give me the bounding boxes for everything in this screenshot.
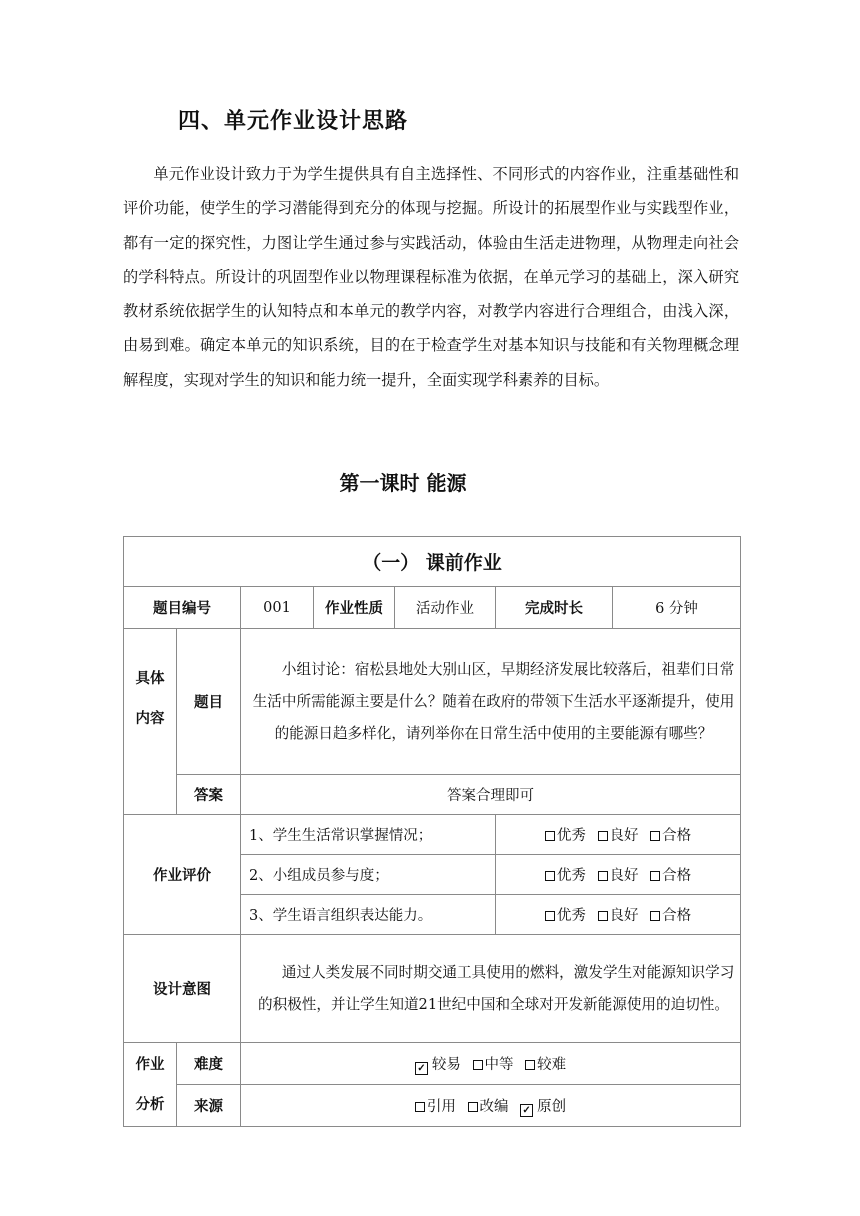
intent-label: 设计意图: [124, 935, 241, 1043]
id-label: 题目编号: [124, 587, 241, 629]
checked-box-icon[interactable]: ✓: [415, 1062, 428, 1075]
rating-option: 合格: [662, 828, 692, 844]
difficulty-option: 较难: [537, 1056, 567, 1073]
intent-text: 通过人类发展不同时期交通工具使用的燃料，激发学生对能源知识学习的积极性，并让学生知道21世纪中国和全球对开发新能源使用的迫切性。: [241, 935, 741, 1043]
difficulty-option: 较易: [431, 1056, 461, 1073]
analysis-label: [124, 1043, 177, 1127]
checkbox-icon[interactable]: [545, 831, 555, 841]
content-label-line2: 内容: [135, 711, 165, 727]
analysis-label-line1: 作业: [135, 1056, 165, 1073]
source-option: 引用: [426, 1098, 456, 1115]
evaluation-item: 2、小组成员参与度；: [241, 855, 496, 895]
question-text: 小组讨论：宿松县地处大别山区，早期经济发展比较落后，祖辈们日常生活中所需能源主要是什么？随着在政府的带领下生活水平逐渐提升，使用的能源日趋多样化，请列举你在日常生活中使用的主要能源有哪些？: [241, 629, 741, 775]
rating-option: 优秀: [556, 868, 586, 884]
difficulty-option: 中等: [484, 1056, 514, 1073]
checkbox-icon[interactable]: [598, 831, 608, 841]
analysis-label-line2: 分析: [135, 1096, 165, 1113]
checkbox-icon[interactable]: [650, 831, 660, 841]
rating-option: 合格: [662, 868, 692, 884]
rating-options: [496, 855, 741, 895]
rating-option: 优秀: [556, 908, 586, 924]
checkbox-icon[interactable]: [650, 871, 660, 881]
rating-option: 优秀: [556, 828, 586, 844]
type-value: 活动作业: [395, 587, 496, 629]
rating-option: 良好: [609, 828, 639, 844]
section-heading: 四、单元作业设计思路: [178, 109, 409, 134]
question-label: 题目: [177, 629, 241, 775]
source-option: 原创: [537, 1098, 567, 1115]
content-label-line1: 具体: [135, 671, 165, 687]
answer-label: 答案: [177, 775, 241, 815]
rating-options: [496, 895, 741, 935]
difficulty-label: 难度: [177, 1043, 241, 1085]
intro-paragraph: 单元作业设计致力于为学生提供具有自主选择性、不同形式的内容作业，注重基础性和评价功能，使学生的学习潜能得到充分的体现与挖掘。所设计的拓展型作业与实践型作业，都有一定的探究性，力图让学生通过参与实践活动，体验由生活走进物理，从物理走向社会的学科特点。所设计的巩固型作业以物理课程标准为依据，在单元学习的基础上，深入研究教材系统依据学生的认知特点和本单元的教学内容，对教学内容进行合理组合，由浅入深，由易到难。确定本单元的知识系统，目的在于检查学生对基本知识与技能和有关物理概念理解程度，实现对学生的知识和能力统一提升，全面实现学科素养的目标。: [123, 165, 739, 389]
evaluation-label: 作业评价: [124, 815, 241, 935]
time-value: 6 分钟: [613, 587, 741, 629]
evaluation-item: 1、学生生活常识掌握情况；: [241, 815, 496, 855]
checkbox-icon[interactable]: [415, 1102, 425, 1112]
checkbox-icon[interactable]: [598, 911, 608, 921]
checkbox-icon[interactable]: [468, 1102, 478, 1112]
rating-option: 合格: [662, 908, 692, 924]
difficulty-options: [241, 1043, 741, 1085]
checked-box-icon[interactable]: ✓: [520, 1104, 533, 1117]
answer-text: 答案合理即可: [241, 775, 741, 815]
source-label: 来源: [177, 1085, 241, 1127]
checkbox-icon[interactable]: [650, 911, 660, 921]
checkbox-icon[interactable]: [525, 1060, 535, 1070]
checkbox-icon[interactable]: [473, 1060, 483, 1070]
checkbox-icon[interactable]: [545, 911, 555, 921]
checkbox-icon[interactable]: [598, 871, 608, 881]
time-label: 完成时长: [496, 587, 613, 629]
checkbox-icon[interactable]: [545, 871, 555, 881]
source-option: 改编: [479, 1098, 509, 1115]
homework-table: [123, 536, 741, 1127]
content-label: [124, 629, 177, 815]
rating-option: 良好: [609, 868, 639, 884]
evaluation-item: 3、学生语言组织表达能力。: [241, 895, 496, 935]
source-options: [241, 1085, 741, 1127]
type-label: 作业性质: [314, 587, 395, 629]
rating-option: 良好: [609, 908, 639, 924]
id-value: 001: [241, 587, 314, 629]
lesson-title: 第一课时 能源: [339, 471, 467, 495]
table-caption: （一） 课前作业: [124, 537, 741, 587]
rating-options: [496, 815, 741, 855]
